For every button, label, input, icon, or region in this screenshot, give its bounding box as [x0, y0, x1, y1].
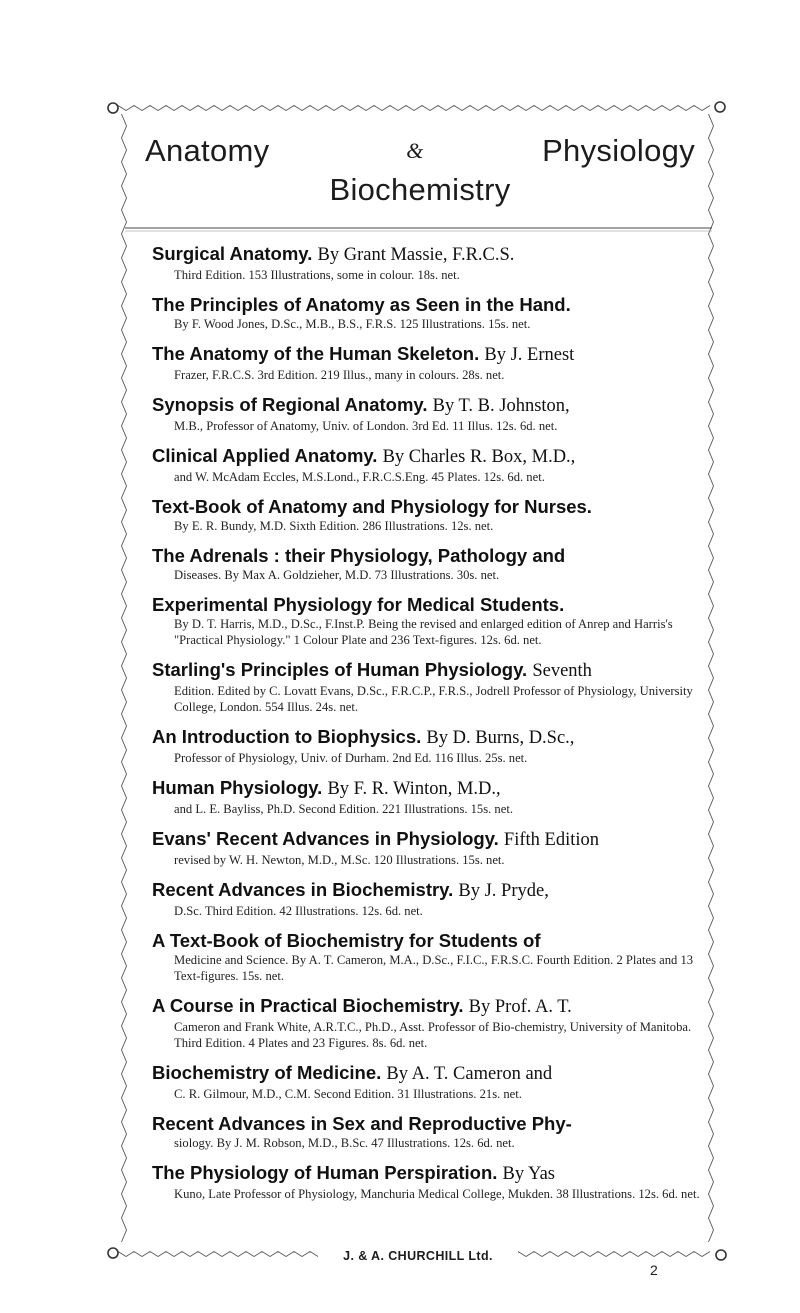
- title-biochemistry: Biochemistry: [329, 172, 511, 207]
- book-title-text: Experimental Physiology for Medical Students.: [152, 594, 565, 615]
- book-entry: [152, 827, 700, 868]
- book-title-text: A Course in Practical Biochemistry.: [152, 995, 464, 1016]
- book-title-text: The Anatomy of the Human Skeleton.: [152, 343, 480, 364]
- book-author: By T. B. Johnston,: [432, 396, 570, 416]
- book-author: By Prof. A. T.: [468, 997, 572, 1017]
- book-title: [152, 658, 700, 683]
- book-author: Seventh: [532, 661, 592, 681]
- book-title: [152, 827, 700, 852]
- book-author: By D. Burns, D.Sc.,: [426, 728, 575, 748]
- book-title: [152, 776, 700, 801]
- book-author: Fifth Edition: [503, 830, 599, 850]
- book-title-text: An Introduction to Biophysics.: [152, 726, 422, 747]
- book-description: By E. R. Bundy, M.D. Sixth Edition. 286 Illustrations. 12s. net.: [174, 519, 494, 533]
- book-description: Kuno, Late Professor of Physiology, Manchuria Medical College, Mukden. 38 Illustrations. 12s. 6d. net.: [174, 1187, 700, 1201]
- book-entry: [152, 929, 700, 984]
- corner-circle-tr: [715, 102, 725, 112]
- book-entry: [152, 342, 700, 383]
- book-entry: [152, 776, 700, 817]
- book-description: Edition. Edited by C. Lovatt Evans, D.Sc., F.R.C.P., F.R.S., Jodrell Professor of Physiology, University College, London. 554 Illus. 24s. net.: [174, 684, 693, 714]
- book-description: Medicine and Science. By A. T. Cameron, M.A., D.Sc., F.I.C., F.R.S.C. Fourth Edition. 2 Plates and 13 Text-figures. 15s. net.: [174, 953, 694, 983]
- book-title-text: Biochemistry of Medicine.: [152, 1062, 382, 1083]
- book-description: D.Sc. Third Edition. 42 Illustrations. 12s. 6d. net.: [174, 904, 423, 918]
- book-entry: [152, 393, 700, 434]
- book-entry: [152, 1112, 700, 1151]
- book-title: [152, 1161, 700, 1186]
- book-title-text: Recent Advances in Biochemistry.: [152, 879, 454, 900]
- book-entry: [152, 544, 700, 583]
- book-title: [152, 342, 700, 367]
- book-description: and W. McAdam Eccles, M.S.Lond., F.R.C.S.Eng. 45 Plates. 12s. 6d. net.: [174, 470, 545, 484]
- book-description: By D. T. Harris, M.D., D.Sc., F.Inst.P. Being the revised and enlarged edition of Anrep and Harris's "Practical Physiology." 1 Colour Plate and 236 Text-figures. 12s. 6d. net.: [174, 617, 673, 647]
- book-title: [152, 444, 700, 469]
- book-entry: [152, 1061, 700, 1102]
- title-anatomy: Anatomy: [145, 133, 270, 168]
- book-title: [152, 544, 700, 567]
- book-entry: [152, 593, 700, 648]
- book-title-text: Evans' Recent Advances in Physiology.: [152, 828, 499, 849]
- corner-circle-tl: [108, 103, 118, 113]
- book-title: [152, 994, 700, 1019]
- book-title-text: The Physiology of Human Perspiration.: [152, 1162, 498, 1183]
- book-description: Professor of Physiology, Univ. of Durham. 2nd Ed. 116 Illus. 25s. net.: [174, 751, 528, 765]
- book-author: By A. T. Cameron and: [386, 1064, 553, 1084]
- book-entry: [152, 242, 700, 283]
- book-author: By J. Pryde,: [458, 881, 549, 901]
- left-border: [122, 114, 127, 1242]
- book-title: [152, 293, 700, 316]
- book-entry: [152, 495, 700, 534]
- catalogue-header: [120, 132, 720, 210]
- book-description: Third Edition. 153 Illustrations, some in colour. 18s. net.: [174, 268, 460, 282]
- book-title: [152, 242, 700, 267]
- book-title-text: A Text-Book of Biochemistry for Students of: [152, 930, 541, 951]
- book-title: [152, 393, 700, 418]
- book-list: [152, 242, 700, 1212]
- header-title-line1: [120, 132, 720, 170]
- book-entry: [152, 1161, 700, 1202]
- publisher-name: J. & A. CHURCHILL Ltd.: [318, 1249, 518, 1263]
- book-title: [152, 878, 700, 903]
- book-author: By Yas: [502, 1164, 555, 1184]
- book-description: revised by W. H. Newton, M.D., M.Sc. 120 Illustrations. 15s. net.: [174, 853, 505, 867]
- book-title-text: Starling's Principles of Human Physiology.: [152, 659, 528, 680]
- book-entry: [152, 444, 700, 485]
- book-title: [152, 1112, 700, 1135]
- book-title-text: Text-Book of Anatomy and Physiology for Nurses.: [152, 496, 592, 517]
- book-title-text: The Principles of Anatomy as Seen in the Hand.: [152, 294, 571, 315]
- book-title-text: Human Physiology.: [152, 777, 323, 798]
- book-entry: [152, 658, 700, 715]
- book-title: [152, 495, 700, 518]
- book-title: [152, 593, 700, 616]
- book-author: By J. Ernest: [484, 345, 575, 365]
- right-border: [709, 114, 714, 1242]
- book-description: M.B., Professor of Anatomy, Univ. of London. 3rd Ed. 11 Illus. 12s. 6d. net.: [174, 419, 558, 433]
- book-entry: [152, 293, 700, 332]
- book-title: [152, 929, 700, 952]
- book-title-text: Synopsis of Regional Anatomy.: [152, 394, 428, 415]
- book-description: Frazer, F.R.C.S. 3rd Edition. 219 Illus., many in colours. 28s. net.: [174, 368, 505, 382]
- title-physiology: Physiology: [542, 133, 695, 168]
- corner-circle-bl: [108, 1248, 118, 1258]
- book-title-text: Surgical Anatomy.: [152, 243, 313, 264]
- book-author: By Grant Massie, F.R.C.S.: [317, 245, 515, 265]
- book-description: Cameron and Frank White, A.R.T.C., Ph.D., Asst. Professor of Bio-chemistry, University of Manitoba. Third Edition. 4 Plates and 23 Figures. 8s. 6d. net.: [174, 1020, 692, 1050]
- book-entry: [152, 725, 700, 766]
- page-number: 2: [650, 1262, 658, 1278]
- book-description: By F. Wood Jones, D.Sc., M.B., B.S., F.R.S. 125 Illustrations. 15s. net.: [174, 317, 531, 331]
- book-description: siology. By J. M. Robson, M.D., B.Sc. 47 Illustrations. 12s. 6d. net.: [174, 1136, 515, 1150]
- top-border: [118, 106, 710, 111]
- ampersand-ornament: &: [406, 138, 424, 163]
- book-title-text: Recent Advances in Sex and Reproductive Phy-: [152, 1113, 572, 1134]
- book-description: C. R. Gilmour, M.D., C.M. Second Edition. 31 Illustrations. 21s. net.: [174, 1087, 522, 1101]
- book-title: [152, 1061, 700, 1086]
- book-title-text: The Adrenals : their Physiology, Pathology and: [152, 545, 566, 566]
- book-title-text: Clinical Applied Anatomy.: [152, 445, 378, 466]
- book-description: and L. E. Bayliss, Ph.D. Second Edition. 221 Illustrations. 15s. net.: [174, 802, 513, 816]
- book-entry: [152, 878, 700, 919]
- book-title: [152, 725, 700, 750]
- book-description: Diseases. By Max A. Goldzieher, M.D. 73 Illustrations. 30s. net.: [174, 568, 500, 582]
- book-author: By Charles R. Box, M.D.,: [382, 447, 576, 467]
- book-entry: [152, 994, 700, 1051]
- book-author: By F. R. Winton, M.D.,: [327, 779, 501, 799]
- corner-circle-br: [716, 1250, 726, 1260]
